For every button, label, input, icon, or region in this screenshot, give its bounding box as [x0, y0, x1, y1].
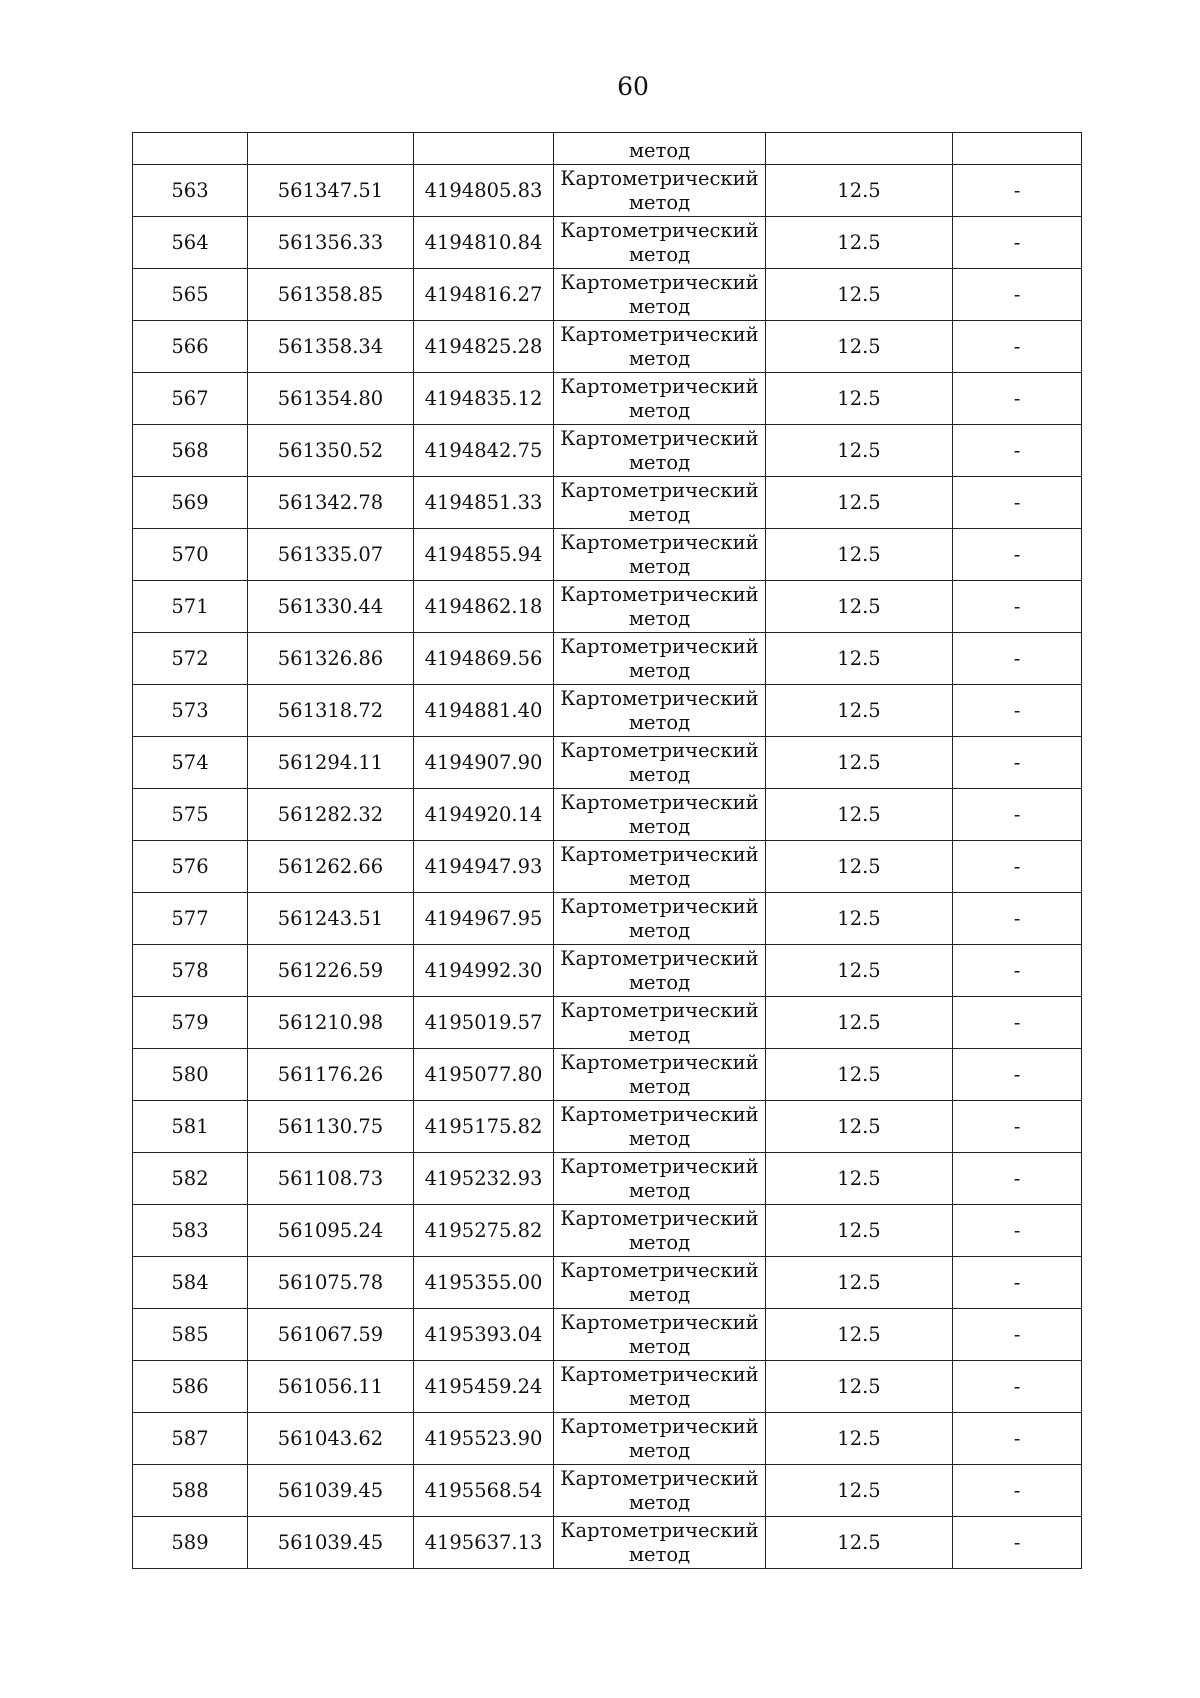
x-coordinate-cell: 561210.98: [248, 997, 414, 1049]
point-number-cell: 573: [133, 685, 248, 737]
accuracy-cell: 12.5: [766, 893, 953, 945]
coordinates-table: [132, 132, 1082, 1569]
x-coordinate-cell: 561356.33: [248, 217, 414, 269]
method-line-1: Картометрический: [560, 322, 759, 346]
method-cell: [554, 1309, 766, 1361]
point-number-cell: 585: [133, 1309, 248, 1361]
note-cell: -: [953, 1361, 1082, 1413]
point-number-cell: 566: [133, 321, 248, 373]
table-row: [133, 945, 1082, 997]
method-cell: [554, 1153, 766, 1205]
method-line-2: метод: [628, 1074, 691, 1098]
method-line-2: метод: [628, 762, 691, 786]
method-line-1: Картометрический: [560, 1258, 759, 1282]
method-line-1: Картометрический: [560, 686, 759, 710]
table-row: [133, 1049, 1082, 1101]
accuracy-cell: 12.5: [766, 425, 953, 477]
point-number-cell: 579: [133, 997, 248, 1049]
table-row: [133, 165, 1082, 217]
point-number-cell: 571: [133, 581, 248, 633]
note-cell: -: [953, 321, 1082, 373]
point-number-cell: 586: [133, 1361, 248, 1413]
accuracy-cell: 12.5: [766, 1517, 953, 1569]
method-cell: [554, 1465, 766, 1517]
note-cell: -: [953, 529, 1082, 581]
accuracy-cell: 12.5: [766, 165, 953, 217]
y-coordinate-cell: 4194881.40: [414, 685, 554, 737]
method-line-2: метод: [628, 346, 691, 370]
x-coordinate-cell: 561226.59: [248, 945, 414, 997]
y-coordinate-cell: 4194816.27: [414, 269, 554, 321]
y-coordinate-cell: 4195275.82: [414, 1205, 554, 1257]
method-line-1: Картометрический: [560, 790, 759, 814]
method-line-1: Картометрический: [560, 842, 759, 866]
y-coordinate-cell: 4195077.80: [414, 1049, 554, 1101]
y-coordinate-cell: 4194947.93: [414, 841, 554, 893]
point-number-cell: 589: [133, 1517, 248, 1569]
y-coordinate-cell: 4195637.13: [414, 1517, 554, 1569]
x-coordinate-cell: 561176.26: [248, 1049, 414, 1101]
accuracy-cell: 12.5: [766, 1257, 953, 1309]
accuracy-cell: 12.5: [766, 685, 953, 737]
point-number-cell: 568: [133, 425, 248, 477]
table-row: [133, 633, 1082, 685]
accuracy-cell: 12.5: [766, 217, 953, 269]
method-line-2: метод: [628, 658, 691, 682]
x-coordinate-cell: 561108.73: [248, 1153, 414, 1205]
x-coordinate-cell: 561358.85: [248, 269, 414, 321]
accuracy-cell: 12.5: [766, 373, 953, 425]
method-line-2: метод: [628, 1022, 691, 1046]
table-row: [133, 1101, 1082, 1153]
table-row: [133, 321, 1082, 373]
x-coordinate-cell: 561095.24: [248, 1205, 414, 1257]
method-cell: [554, 737, 766, 789]
accuracy-cell: 12.5: [766, 581, 953, 633]
method-line-1: Картометрический: [560, 530, 759, 554]
method-cell: [554, 529, 766, 581]
note-cell: [953, 133, 1082, 165]
method-line-2: метод: [628, 606, 691, 630]
method-line-2: метод: [628, 710, 691, 734]
point-number-cell: 584: [133, 1257, 248, 1309]
method-line-2: метод: [628, 1438, 691, 1462]
method-cell: [554, 1101, 766, 1153]
point-number-cell: 565: [133, 269, 248, 321]
point-number-cell: 563: [133, 165, 248, 217]
method-cell: [554, 581, 766, 633]
method-cell: [554, 477, 766, 529]
method-line-2: метод: [628, 294, 691, 318]
method-line-1: Картометрический: [560, 1518, 759, 1542]
method-line-1: Картометрический: [560, 894, 759, 918]
y-coordinate-cell: 4194869.56: [414, 633, 554, 685]
method-line-2: метод: [628, 1490, 691, 1514]
method-line-2: метод: [628, 866, 691, 890]
method-cell: [554, 1205, 766, 1257]
note-cell: -: [953, 1153, 1082, 1205]
point-number-cell: 572: [133, 633, 248, 685]
point-number-cell: 582: [133, 1153, 248, 1205]
method-line-2: метод: [628, 242, 691, 266]
y-coordinate-cell: 4194805.83: [414, 165, 554, 217]
note-cell: -: [953, 1309, 1082, 1361]
note-cell: -: [953, 1205, 1082, 1257]
accuracy-cell: 12.5: [766, 1101, 953, 1153]
point-number-cell: 569: [133, 477, 248, 529]
table-row: [133, 893, 1082, 945]
accuracy-cell: 12.5: [766, 789, 953, 841]
point-number-cell: 567: [133, 373, 248, 425]
x-coordinate-cell: 561039.45: [248, 1517, 414, 1569]
method-line-1: Картометрический: [560, 1154, 759, 1178]
accuracy-cell: 12.5: [766, 1413, 953, 1465]
table-row: [133, 737, 1082, 789]
note-cell: -: [953, 737, 1082, 789]
table-row: [133, 529, 1082, 581]
method-line-1: Картометрический: [560, 634, 759, 658]
x-coordinate-cell: 561243.51: [248, 893, 414, 945]
y-coordinate-cell: 4195232.93: [414, 1153, 554, 1205]
accuracy-cell: 12.5: [766, 1465, 953, 1517]
x-coordinate-cell: 561282.32: [248, 789, 414, 841]
method-line-2: метод: [628, 1282, 691, 1306]
method-cell: [554, 633, 766, 685]
note-cell: -: [953, 633, 1082, 685]
table-row: [133, 1413, 1082, 1465]
method-cell: [554, 893, 766, 945]
method-line-2: метод: [628, 1126, 691, 1150]
note-cell: -: [953, 997, 1082, 1049]
table-row: [133, 581, 1082, 633]
method-line-1: Картометрический: [560, 218, 759, 242]
x-coordinate-cell: 561330.44: [248, 581, 414, 633]
method-line-1: Картометрический: [560, 1310, 759, 1334]
y-coordinate-cell: 4194967.95: [414, 893, 554, 945]
x-coordinate-cell: 561075.78: [248, 1257, 414, 1309]
note-cell: -: [953, 1517, 1082, 1569]
y-coordinate-cell: 4195459.24: [414, 1361, 554, 1413]
method-cell: [554, 1413, 766, 1465]
method-line-2: метод: [628, 450, 691, 474]
accuracy-cell: 12.5: [766, 737, 953, 789]
x-coordinate-cell: [248, 133, 414, 165]
accuracy-cell: 12.5: [766, 841, 953, 893]
point-number-cell: 575: [133, 789, 248, 841]
table-continuation-row: [133, 133, 1082, 165]
y-coordinate-cell: 4194842.75: [414, 425, 554, 477]
method-cell: [554, 945, 766, 997]
method-cell: метод: [554, 133, 766, 165]
method-line-2: метод: [628, 1334, 691, 1358]
note-cell: -: [953, 1465, 1082, 1517]
table-body: [133, 133, 1082, 1569]
method-cell: [554, 425, 766, 477]
method-cell: [554, 1049, 766, 1101]
x-coordinate-cell: 561350.52: [248, 425, 414, 477]
table-row: [133, 1517, 1082, 1569]
method-line-1: Картометрический: [560, 1362, 759, 1386]
table-row: [133, 841, 1082, 893]
method-line-2: метод: [628, 502, 691, 526]
method-cell: [554, 1361, 766, 1413]
y-coordinate-cell: 4194810.84: [414, 217, 554, 269]
point-number-cell: 570: [133, 529, 248, 581]
note-cell: -: [953, 1413, 1082, 1465]
note-cell: -: [953, 217, 1082, 269]
point-number-cell: 576: [133, 841, 248, 893]
y-coordinate-cell: 4194907.90: [414, 737, 554, 789]
method-line-1: Картометрический: [560, 1414, 759, 1438]
method-line-1: Картометрический: [560, 478, 759, 502]
table-row: [133, 1309, 1082, 1361]
method-line-2: метод: [628, 1386, 691, 1410]
note-cell: -: [953, 477, 1082, 529]
method-line-2: метод: [628, 554, 691, 578]
method-line-2: метод: [628, 918, 691, 942]
point-number-cell: 564: [133, 217, 248, 269]
method-line-2: метод: [628, 190, 691, 214]
method-line-1: Картометрический: [560, 1102, 759, 1126]
point-number-cell: 581: [133, 1101, 248, 1153]
table-row: [133, 269, 1082, 321]
method-line-1: Картометрический: [560, 1206, 759, 1230]
y-coordinate-cell: 4195568.54: [414, 1465, 554, 1517]
method-line-1: Картометрический: [560, 374, 759, 398]
method-cell: [554, 841, 766, 893]
method-line-2: метод: [628, 1230, 691, 1254]
accuracy-cell: 12.5: [766, 997, 953, 1049]
table-row: [133, 1205, 1082, 1257]
table-row: [133, 217, 1082, 269]
method-line-2: метод: [628, 970, 691, 994]
accuracy-cell: 12.5: [766, 633, 953, 685]
method-cell: [554, 165, 766, 217]
method-line-1: Картометрический: [560, 582, 759, 606]
y-coordinate-cell: 4194862.18: [414, 581, 554, 633]
x-coordinate-cell: 561262.66: [248, 841, 414, 893]
x-coordinate-cell: 561358.34: [248, 321, 414, 373]
accuracy-cell: 12.5: [766, 529, 953, 581]
accuracy-cell: 12.5: [766, 1153, 953, 1205]
y-coordinate-cell: 4194835.12: [414, 373, 554, 425]
note-cell: -: [953, 841, 1082, 893]
method-line-1: Картометрический: [560, 946, 759, 970]
method-cell: [554, 789, 766, 841]
x-coordinate-cell: 561354.80: [248, 373, 414, 425]
note-cell: -: [953, 581, 1082, 633]
note-cell: -: [953, 945, 1082, 997]
table-row: [133, 1153, 1082, 1205]
table-row: [133, 685, 1082, 737]
x-coordinate-cell: 561043.62: [248, 1413, 414, 1465]
accuracy-cell: 12.5: [766, 269, 953, 321]
accuracy-cell: 12.5: [766, 945, 953, 997]
x-coordinate-cell: 561326.86: [248, 633, 414, 685]
point-number-cell: 583: [133, 1205, 248, 1257]
y-coordinate-cell: 4194825.28: [414, 321, 554, 373]
x-coordinate-cell: 561130.75: [248, 1101, 414, 1153]
y-coordinate-cell: 4195355.00: [414, 1257, 554, 1309]
table-row: [133, 373, 1082, 425]
x-coordinate-cell: 561294.11: [248, 737, 414, 789]
point-number-cell: 587: [133, 1413, 248, 1465]
table-row: [133, 997, 1082, 1049]
method-line-1: Картометрический: [560, 1050, 759, 1074]
accuracy-cell: 12.5: [766, 1049, 953, 1101]
method-cell: [554, 269, 766, 321]
table-row: [133, 789, 1082, 841]
table-row: [133, 1465, 1082, 1517]
note-cell: -: [953, 1257, 1082, 1309]
method-line-2: метод: [628, 1542, 691, 1566]
method-line-1: Картометрический: [560, 166, 759, 190]
x-coordinate-cell: 561347.51: [248, 165, 414, 217]
method-cell: [554, 1517, 766, 1569]
table-row: [133, 477, 1082, 529]
accuracy-cell: [766, 133, 953, 165]
method-line-1: Картометрический: [560, 998, 759, 1022]
point-number-cell: 574: [133, 737, 248, 789]
x-coordinate-cell: 561342.78: [248, 477, 414, 529]
note-cell: -: [953, 425, 1082, 477]
method-cell: [554, 1257, 766, 1309]
note-cell: -: [953, 269, 1082, 321]
method-line-1: Картометрический: [560, 426, 759, 450]
note-cell: -: [953, 893, 1082, 945]
y-coordinate-cell: 4194992.30: [414, 945, 554, 997]
y-coordinate-cell: 4195523.90: [414, 1413, 554, 1465]
method-cell: [554, 373, 766, 425]
x-coordinate-cell: 561056.11: [248, 1361, 414, 1413]
page-number: 60: [617, 72, 649, 101]
point-number-cell: 577: [133, 893, 248, 945]
note-cell: -: [953, 1049, 1082, 1101]
method-line-2: метод: [628, 1178, 691, 1202]
point-number-cell: 580: [133, 1049, 248, 1101]
x-coordinate-cell: 561039.45: [248, 1465, 414, 1517]
y-coordinate-cell: [414, 133, 554, 165]
y-coordinate-cell: 4195175.82: [414, 1101, 554, 1153]
accuracy-cell: 12.5: [766, 1361, 953, 1413]
x-coordinate-cell: 561335.07: [248, 529, 414, 581]
point-number-cell: 588: [133, 1465, 248, 1517]
point-number-cell: [133, 133, 248, 165]
note-cell: -: [953, 373, 1082, 425]
table-row: [133, 1361, 1082, 1413]
y-coordinate-cell: 4195393.04: [414, 1309, 554, 1361]
table-row: [133, 425, 1082, 477]
x-coordinate-cell: 561318.72: [248, 685, 414, 737]
method-line-1: Картометрический: [560, 270, 759, 294]
note-cell: -: [953, 789, 1082, 841]
table-row: [133, 1257, 1082, 1309]
accuracy-cell: 12.5: [766, 321, 953, 373]
y-coordinate-cell: 4194855.94: [414, 529, 554, 581]
point-number-cell: 578: [133, 945, 248, 997]
method-line-2: метод: [628, 398, 691, 422]
method-line-1: Картометрический: [560, 738, 759, 762]
y-coordinate-cell: 4194920.14: [414, 789, 554, 841]
note-cell: -: [953, 1101, 1082, 1153]
method-cell: [554, 321, 766, 373]
y-coordinate-cell: 4194851.33: [414, 477, 554, 529]
accuracy-cell: 12.5: [766, 1205, 953, 1257]
note-cell: -: [953, 165, 1082, 217]
note-cell: -: [953, 685, 1082, 737]
method-line-2: метод: [628, 814, 691, 838]
accuracy-cell: 12.5: [766, 1309, 953, 1361]
method-cell: [554, 997, 766, 1049]
method-line-1: Картометрический: [560, 1466, 759, 1490]
accuracy-cell: 12.5: [766, 477, 953, 529]
y-coordinate-cell: 4195019.57: [414, 997, 554, 1049]
method-cell: [554, 685, 766, 737]
method-cell: [554, 217, 766, 269]
x-coordinate-cell: 561067.59: [248, 1309, 414, 1361]
